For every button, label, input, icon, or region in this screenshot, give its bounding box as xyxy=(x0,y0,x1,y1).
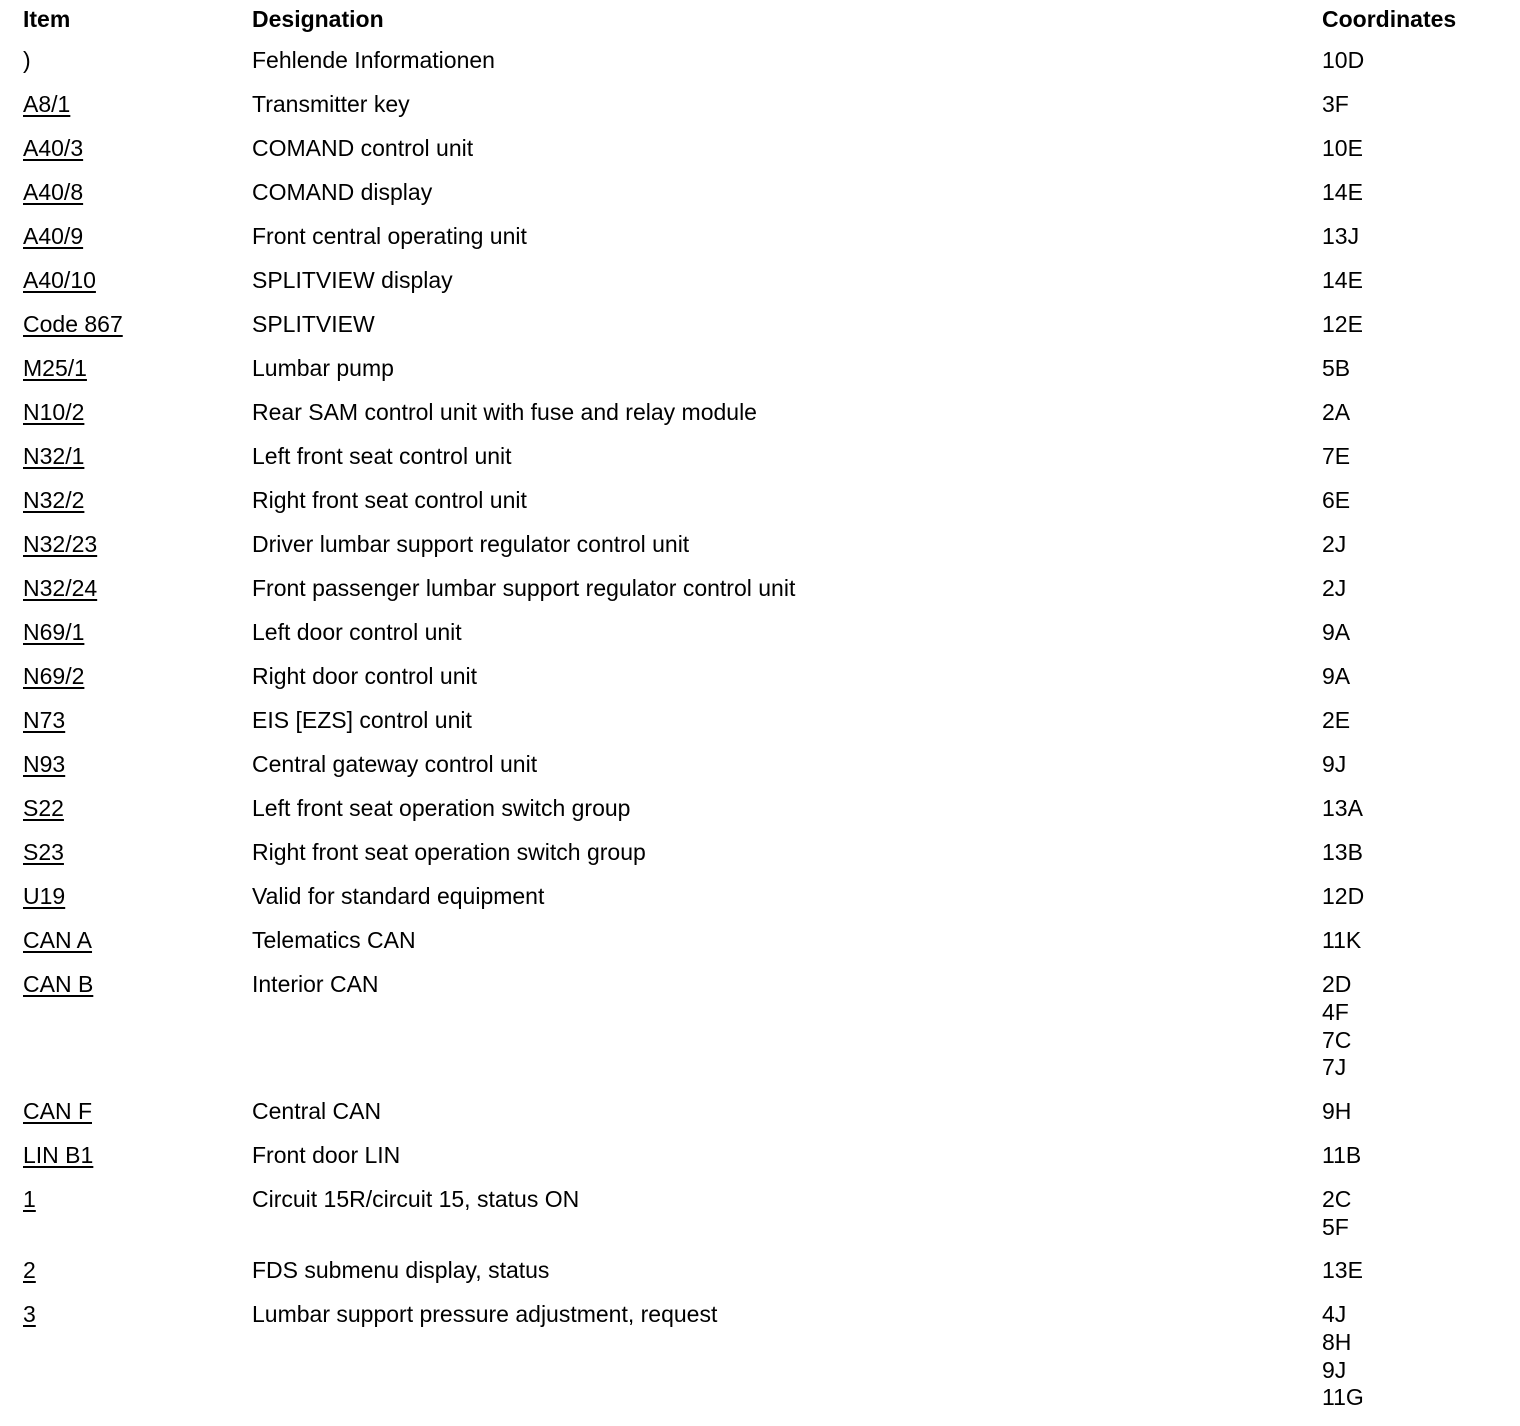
item-cell xyxy=(23,925,92,955)
item-cell xyxy=(23,397,84,427)
coordinate-value: 10D xyxy=(1322,47,1365,73)
coordinate-value: 11K xyxy=(1322,927,1362,953)
designation-cell: Lumbar support pressure adjustment, request xyxy=(252,1301,718,1327)
designation-cell: COMAND control unit xyxy=(252,135,474,161)
item-cell xyxy=(23,837,64,867)
coordinate-value: 14E xyxy=(1322,267,1363,293)
coordinate-value: 5B xyxy=(1322,355,1351,381)
item-link[interactable]: N73 xyxy=(23,707,66,733)
item-cell xyxy=(23,573,97,603)
item-link[interactable]: A40/10 xyxy=(23,267,96,293)
coordinates-cell xyxy=(1322,133,1512,163)
table-row xyxy=(0,485,1520,529)
item-link[interactable]: 1 xyxy=(23,1185,36,1212)
item-cell xyxy=(23,1184,36,1214)
coordinates-cell xyxy=(1322,749,1512,779)
item-cell xyxy=(23,1255,36,1285)
designation-cell: Central CAN xyxy=(252,1097,382,1124)
coordinates-cell xyxy=(1322,793,1512,823)
item-link[interactable]: CAN A xyxy=(23,927,93,953)
coordinate-value: 4J xyxy=(1322,1301,1347,1327)
coordinates-cell xyxy=(1322,397,1512,427)
item-link[interactable]: M25/1 xyxy=(23,355,87,381)
coordinate-value: 2E xyxy=(1322,707,1351,733)
coordinate-value: 10E xyxy=(1322,135,1363,161)
coordinates-cell xyxy=(1322,353,1512,383)
designation-cell: Interior CAN xyxy=(252,971,379,997)
table-row xyxy=(0,661,1520,705)
item-link[interactable]: N69/1 xyxy=(23,619,85,645)
designation-cell: Rear SAM control unit with fuse and relay module xyxy=(252,399,757,425)
item-cell xyxy=(23,793,64,823)
item-cell xyxy=(23,133,83,163)
table-row xyxy=(0,529,1520,573)
coordinate-value: 9H xyxy=(1322,1097,1352,1124)
coordinates-cell xyxy=(1322,441,1512,471)
table-row xyxy=(0,705,1520,749)
table-row xyxy=(0,793,1520,837)
coordinate-value: 13E xyxy=(1322,1257,1363,1283)
coordinate-value: 2C xyxy=(1322,1185,1352,1212)
table-row xyxy=(0,749,1520,793)
coordinate-value: 7E xyxy=(1322,443,1351,469)
item-link[interactable]: CAN B xyxy=(23,971,94,997)
coordinates-cell xyxy=(1322,573,1512,603)
table-row xyxy=(0,133,1520,177)
item-link[interactable]: N93 xyxy=(23,751,66,777)
item-cell xyxy=(23,353,87,383)
designation-cell: COMAND display xyxy=(252,179,433,205)
designation-cell: Telematics CAN xyxy=(252,927,416,953)
table-row xyxy=(0,441,1520,485)
coordinate-value: 13J xyxy=(1322,223,1360,249)
coordinates-cell xyxy=(1322,89,1512,119)
item-cell xyxy=(23,1096,92,1126)
coordinate-value: 12D xyxy=(1322,883,1365,909)
coordinate-value: 13A xyxy=(1322,795,1363,821)
item-link[interactable]: A40/9 xyxy=(23,223,84,249)
table-row xyxy=(0,1299,1520,1426)
designation-cell: Lumbar pump xyxy=(252,355,394,381)
item-cell xyxy=(23,89,70,119)
coordinate-value: 2A xyxy=(1322,399,1351,425)
header-coordinates: Coordinates xyxy=(1322,6,1457,32)
coordinate-value: 14E xyxy=(1322,179,1363,205)
item-cell xyxy=(23,177,83,207)
table-body xyxy=(0,45,1520,1426)
table-row xyxy=(0,1184,1520,1256)
designation-cell: Circuit 15R/circuit 15, status ON xyxy=(252,1185,580,1212)
table-row xyxy=(0,617,1520,661)
coordinate-value: 3F xyxy=(1322,91,1349,117)
coordinates-cell xyxy=(1322,45,1512,75)
coordinates-cell xyxy=(1322,661,1512,691)
item-link[interactable]: N10/2 xyxy=(23,399,85,425)
designation-cell: Central gateway control unit xyxy=(252,751,538,777)
table-row xyxy=(0,309,1520,353)
coordinates-cell xyxy=(1322,309,1512,339)
coordinate-value: 12E xyxy=(1322,311,1363,337)
designation-cell: Front central operating unit xyxy=(252,223,527,249)
coordinates-cell xyxy=(1322,221,1512,251)
item-cell xyxy=(23,309,123,339)
coordinate-value: 4F xyxy=(1322,999,1349,1025)
table-row xyxy=(0,177,1520,221)
item-cell xyxy=(23,1299,36,1329)
designation-cell: Left front seat operation switch group xyxy=(252,795,631,821)
coordinate-value: 2J xyxy=(1322,575,1347,601)
table-row xyxy=(0,1255,1520,1299)
coordinates-cell xyxy=(1322,837,1512,867)
item-link[interactable]: S22 xyxy=(23,795,64,821)
coordinate-value: 7C xyxy=(1322,1026,1352,1053)
coordinate-value: 11B xyxy=(1322,1141,1362,1168)
coordinates-cell xyxy=(1322,265,1512,295)
coordinates-cell xyxy=(1322,925,1512,955)
item-link[interactable]: N32/24 xyxy=(23,575,98,601)
item-cell xyxy=(23,661,84,691)
item-cell xyxy=(23,881,65,911)
coordinate-value: 13B xyxy=(1322,839,1363,865)
table-row xyxy=(0,1140,1520,1184)
designation-cell: Valid for standard equipment xyxy=(252,883,545,909)
item-cell xyxy=(23,969,93,999)
designation-cell: Driver lumbar support regulator control unit xyxy=(252,531,690,557)
designation-cell: Left door control unit xyxy=(252,619,462,645)
designation-cell: Transmitter key xyxy=(252,91,410,117)
table-row xyxy=(0,221,1520,265)
item-link[interactable]: A8/1 xyxy=(23,91,71,117)
designation-cell: Front passenger lumbar support regulator control unit xyxy=(252,575,796,601)
header-designation: Designation xyxy=(252,6,384,32)
coordinate-value: 9J xyxy=(1322,1356,1347,1383)
item-cell xyxy=(23,1140,93,1170)
table-row xyxy=(0,573,1520,617)
coordinate-value: 5F xyxy=(1322,1213,1349,1240)
table-row xyxy=(0,925,1520,969)
coordinate-value: 2J xyxy=(1322,531,1347,557)
coordinate-value: 7J xyxy=(1322,1054,1347,1080)
item-link[interactable]: A40/3 xyxy=(23,135,84,161)
item-cell xyxy=(23,441,84,471)
item-link[interactable]: N32/2 xyxy=(23,487,85,513)
item-link[interactable]: U19 xyxy=(23,883,66,909)
coordinate-value: 6E xyxy=(1322,487,1351,513)
coordinate-value: 9A xyxy=(1322,619,1351,645)
coordinate-value: 9J xyxy=(1322,751,1347,777)
coordinates-cell xyxy=(1322,1096,1512,1126)
designation-cell: EIS [EZS] control unit xyxy=(252,707,472,733)
table-row xyxy=(0,1096,1520,1140)
item-cell xyxy=(23,221,83,251)
item-link[interactable]: CAN F xyxy=(23,1097,92,1124)
table-row xyxy=(0,353,1520,397)
designation-cell: SPLITVIEW xyxy=(252,311,375,337)
designation-cell: Front door LIN xyxy=(252,1141,401,1168)
item-link[interactable]: A40/8 xyxy=(23,179,84,205)
designation-cell: Right front seat operation switch group xyxy=(252,839,646,865)
coordinates-cell xyxy=(1322,705,1512,735)
table-row xyxy=(0,265,1520,309)
coordinates-cell xyxy=(1322,177,1512,207)
table-row xyxy=(0,969,1520,1096)
coordinates-cell xyxy=(1322,1255,1512,1285)
item-label: ) xyxy=(23,47,31,73)
header-item: Item xyxy=(23,6,71,32)
coordinates-cell xyxy=(1322,1184,1512,1242)
item-link[interactable]: N69/2 xyxy=(23,663,85,689)
coordinate-value: 2D xyxy=(1322,971,1352,997)
coordinates-cell xyxy=(1322,617,1512,647)
item-cell xyxy=(23,485,84,515)
item-cell xyxy=(23,749,65,779)
item-link[interactable]: 3 xyxy=(23,1301,36,1327)
coordinates-cell xyxy=(1322,485,1512,515)
item-link[interactable]: N32/1 xyxy=(23,443,85,469)
designation-cell: Right door control unit xyxy=(252,663,478,689)
coordinates-cell xyxy=(1322,881,1512,911)
coordinates-cell xyxy=(1322,969,1512,1082)
item-link[interactable]: N32/23 xyxy=(23,531,98,557)
designation-cell: Right front seat control unit xyxy=(252,487,527,513)
table-row xyxy=(0,881,1520,925)
item-link[interactable]: 2 xyxy=(23,1257,36,1283)
item-link[interactable]: S23 xyxy=(23,839,64,865)
designation-cell: Left front seat control unit xyxy=(252,443,512,469)
table-row xyxy=(0,89,1520,133)
coordinates-cell xyxy=(1322,529,1512,559)
item-cell xyxy=(23,705,65,735)
table-row xyxy=(0,45,1520,89)
coordinate-value: 9A xyxy=(1322,663,1351,689)
designation-cell: Fehlende Informationen xyxy=(252,47,495,73)
table-row xyxy=(0,397,1520,441)
table-row xyxy=(0,837,1520,881)
designation-cell: SPLITVIEW display xyxy=(252,267,453,293)
item-cell xyxy=(23,265,96,295)
coordinates-cell xyxy=(1322,1140,1512,1170)
item-cell xyxy=(23,529,97,559)
coordinates-cell xyxy=(1322,1299,1512,1412)
item-link[interactable]: LIN B1 xyxy=(23,1141,94,1168)
coordinate-value: 8H xyxy=(1322,1329,1352,1355)
item-link[interactable]: Code 867 xyxy=(23,311,123,337)
item-cell xyxy=(23,617,84,647)
item-cell xyxy=(23,45,31,75)
coordinate-value: 11G xyxy=(1322,1384,1364,1410)
designation-cell: FDS submenu display, status xyxy=(252,1257,550,1283)
